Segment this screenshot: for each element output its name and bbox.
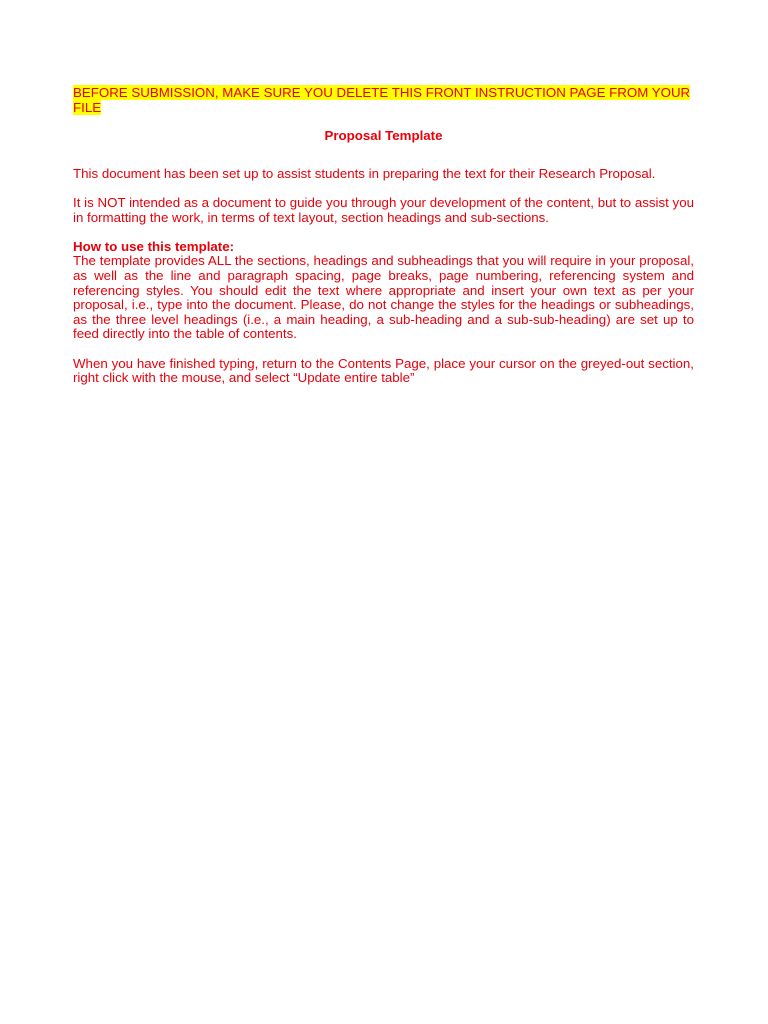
update-table-paragraph: When you have finished typing, return to the Contents Page, place your cursor on the greyed-out section, right click with the mouse, and select “Update entire table” [73, 355, 694, 386]
document-body [73, 86, 694, 386]
submission-warning-text: BEFORE SUBMISSION, MAKE SURE YOU DELETE THIS FRONT INSTRUCTION PAGE FROM YOUR FILE [73, 85, 691, 115]
document-title: Proposal Template [324, 128, 443, 144]
how-to-heading: How to use this template: [73, 238, 235, 254]
how-to-paragraph: The template provides ALL the sections, headings and subheadings that you will require in your proposal, as well as the line and paragraph spacing, page breaks, page numbering, referencing system and referencing styles. You should edit the text where appropriate and insert your own text as per your proposal, i.e., type into the document. Please, do not change the styles for the headings or subheadings, as the three level headings (i.e., a main heading, a sub-heading and a sub-sub-heading) are set up to feed directly into the table of contents. [73, 253, 694, 342]
purpose-paragraph: It is NOT intended as a document to guide you through your development of the content, but to assist you in formatting the work, in terms of text layout, section headings and sub-sections. [73, 194, 694, 225]
intro-paragraph: This document has been set up to assist students in preparing the text for their Research Proposal. [73, 165, 656, 181]
submission-warning [73, 86, 694, 115]
